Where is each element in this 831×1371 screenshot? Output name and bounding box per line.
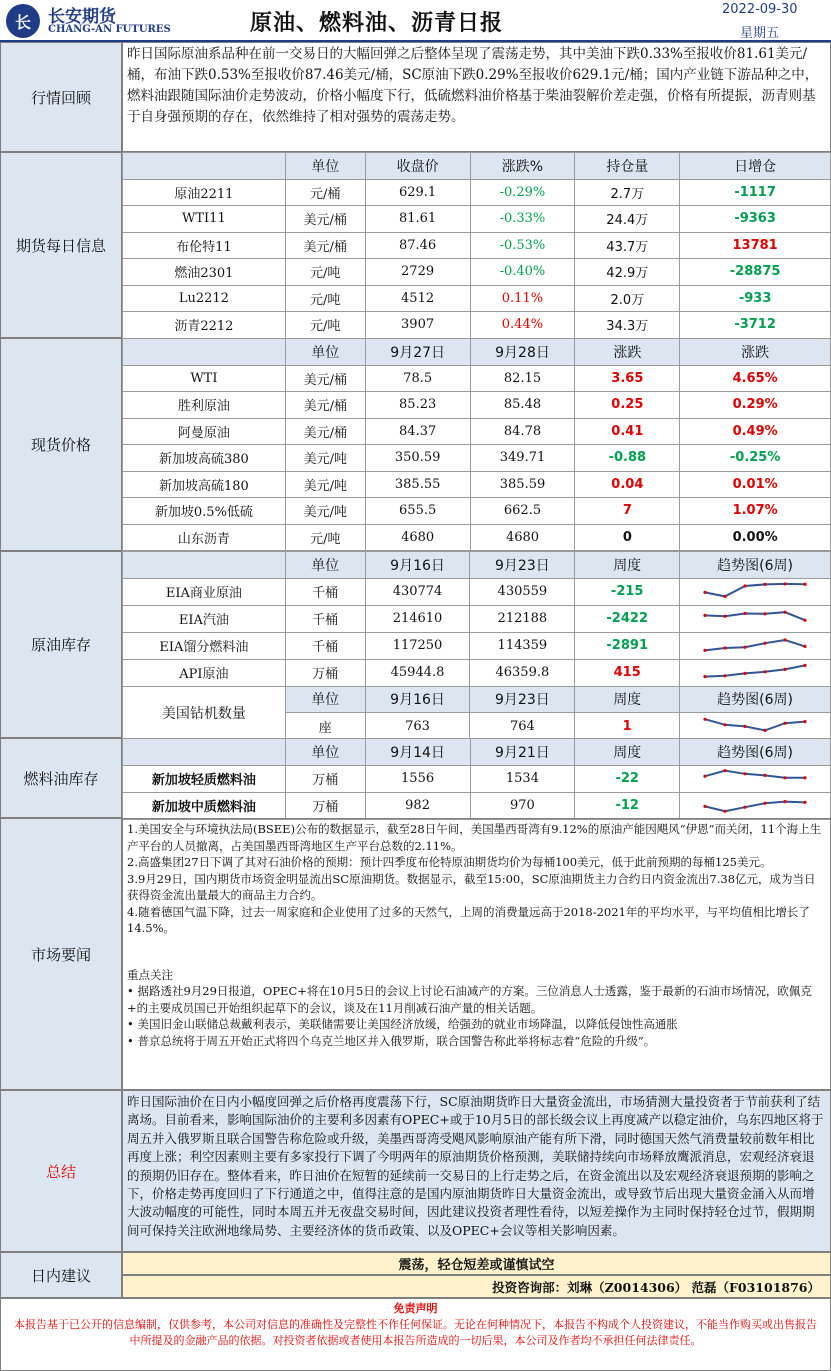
trend-line — [705, 612, 805, 620]
header-blank — [123, 739, 286, 766]
weekly-change: -2422 — [575, 605, 680, 632]
value-week1: 117250 — [365, 632, 470, 659]
trend-point — [783, 722, 786, 725]
column-header: 趋势图(6周) — [680, 686, 831, 713]
futures-table — [122, 152, 831, 339]
daily-oi-change: -1117 — [680, 179, 831, 206]
unit: 千桶 — [285, 632, 365, 659]
column-header: 周度 — [575, 552, 680, 579]
daily-oi-change: 13781 — [680, 232, 831, 259]
change-abs: 7 — [575, 498, 680, 525]
trend-point — [703, 648, 706, 651]
trend-point — [803, 800, 806, 803]
table-row — [123, 418, 831, 445]
trend-point — [743, 584, 746, 587]
close-price: 2729 — [365, 259, 470, 286]
column-header: 涨跌 — [680, 339, 831, 366]
instrument-name: WTI11 — [123, 206, 286, 233]
report-date: 2022-09-30 — [722, 2, 798, 17]
trend-point — [743, 805, 746, 808]
daily-oi-change: -3712 — [680, 312, 831, 339]
table-row — [123, 524, 831, 551]
table-row — [123, 659, 831, 686]
trend-cell — [680, 765, 831, 792]
change-abs: 3.65 — [575, 365, 680, 392]
trend-point — [703, 804, 706, 807]
table-row — [123, 578, 831, 605]
trend-cell — [680, 605, 831, 632]
trend-point — [723, 646, 726, 649]
trend-point — [763, 670, 766, 673]
news-item: 2.高盛集团27日下调了其对石油价格的预期：预计四季度布伦特原油期货均价为每桶100美元，低于此前预期的每桶125美元。 — [127, 855, 772, 869]
instrument-name: 布伦特11 — [123, 232, 286, 259]
weekly-change: 415 — [575, 659, 680, 686]
table-header-row — [123, 339, 831, 366]
news-item: 3.9月29日，国内期货市场资金明显流出SC原油期货。数据显示，截至15:00，SC原油期货主力合约日内资金流出7.38亿元，成为当日获得资金流出量最大的商品主力合约。 — [127, 871, 816, 902]
column-header: 单位 — [285, 739, 365, 766]
change-pct: 4.65% — [680, 365, 831, 392]
price-day1: 78.5 — [365, 365, 470, 392]
trend-cell — [680, 792, 831, 819]
close-price: 629.1 — [365, 179, 470, 206]
disclaimer — [0, 1298, 831, 1371]
trend-point — [763, 773, 766, 776]
spot-name: 新加坡高硫380 — [123, 445, 286, 472]
trend-point — [703, 590, 706, 593]
trend-point — [743, 772, 746, 775]
advice-text: 震荡，轻仓短差或谨慎试空 — [122, 1252, 831, 1275]
trend-point — [723, 769, 726, 772]
focus-item: • 美国旧金山联储总裁戴利表示，美联储需要让美国经济放缓，给强劲的就业市场降温，以降低侵蚀性高通胀 — [127, 1017, 678, 1031]
trend-cell — [680, 632, 831, 659]
trend-sparkline — [702, 713, 808, 735]
unit: 美元/吨 — [285, 471, 365, 498]
column-header: 9月16日 — [365, 686, 470, 713]
company-logo-icon: 长 — [6, 4, 40, 38]
trend-line — [705, 719, 805, 730]
spot-name: WTI — [123, 365, 286, 392]
price-day2: 84.78 — [470, 418, 575, 445]
disclaimer-title: 免责声明 — [393, 1302, 438, 1315]
unit: 座 — [285, 713, 365, 740]
table-row — [123, 365, 831, 392]
change-abs: 0 — [575, 524, 680, 551]
trend-line — [705, 583, 805, 595]
trend-point — [803, 663, 806, 666]
trend-point — [803, 582, 806, 585]
value-week2: 970 — [470, 792, 575, 819]
change-abs: 0.41 — [575, 418, 680, 445]
trend-point — [783, 610, 786, 613]
column-header: 9月28日 — [470, 339, 575, 366]
trend-point — [723, 723, 726, 726]
daily-oi-change: -933 — [680, 285, 831, 312]
change-abs: 0.25 — [575, 392, 680, 419]
open-interest: 24.4万 — [575, 206, 680, 233]
value-week1: 214610 — [365, 605, 470, 632]
unit: 千桶 — [285, 605, 365, 632]
section-label-news: 市场要闻 — [0, 818, 122, 1090]
open-interest: 2.7万 — [575, 179, 680, 206]
column-header: 持仓量 — [575, 153, 680, 180]
column-header: 收盘价 — [365, 153, 470, 180]
company-name: 长安期货 — [48, 7, 116, 27]
trend-cell — [680, 713, 831, 740]
report-weekday: 星期五 — [740, 26, 780, 41]
spot-table — [122, 338, 831, 551]
price-day2: 4680 — [470, 524, 575, 551]
trend-point — [763, 729, 766, 732]
unit: 美元/桶 — [285, 232, 365, 259]
table-row — [123, 765, 831, 792]
spot-name: 新加坡0.5%低硫 — [123, 498, 286, 525]
table-header-row — [123, 739, 831, 766]
unit: 美元/桶 — [285, 392, 365, 419]
section-label-crude-inventory: 原油库存 — [0, 551, 122, 738]
table-row — [123, 259, 831, 286]
price-day1: 385.55 — [365, 471, 470, 498]
instrument-name: 燃油2301 — [123, 259, 286, 286]
header-blank — [123, 153, 286, 180]
trend-point — [723, 594, 726, 597]
trend-cell — [680, 659, 831, 686]
unit: 元/吨 — [285, 285, 365, 312]
table-row — [123, 392, 831, 419]
price-day2: 662.5 — [470, 498, 575, 525]
column-header: 9月14日 — [365, 739, 470, 766]
focus-item: • 普京总统将于周五开始正式将四个乌克兰地区并入俄罗斯，联合国警告称此举将标志着“危险的升级”。 — [127, 1033, 656, 1048]
unit: 元/吨 — [285, 259, 365, 286]
column-header: 9月23日 — [470, 552, 575, 579]
value-week1: 430774 — [365, 578, 470, 605]
change-pct: 0.00% — [680, 524, 831, 551]
weekly-change: -215 — [575, 578, 680, 605]
trend-point — [743, 725, 746, 728]
market-review-text: 昨日国际原油系品种在前一交易日的大幅回弹之后整体呈现了震荡走势，其中美油下跌0.33%至报收价81.61美元/桶，布油下跌0.53%至报收价87.46美元/桶，SC原油下跌0.29%至报收价629.1元/桶；国内产业链下游品种之中，燃料油跟随国际油价走势波动，价格小幅度下行，低硫燃料油价格基于柴油裂解价差走强，价格有所提振，沥青则基于自身强预期的存在，依然维持了相对强势的震荡走势。 — [122, 42, 831, 152]
unit: 万桶 — [285, 765, 365, 792]
trend-point — [803, 776, 806, 779]
change-pct: 0.44% — [470, 312, 575, 339]
trend-sparkline — [702, 606, 808, 628]
table-row — [123, 285, 831, 312]
table-header-row — [123, 552, 831, 579]
trend-point — [743, 671, 746, 674]
instrument-name: Lu2212 — [123, 285, 286, 312]
price-day1: 84.37 — [365, 418, 470, 445]
trend-point — [743, 611, 746, 614]
column-header: 趋势图(6周) — [680, 739, 831, 766]
trend-point — [763, 612, 766, 615]
value-week2: 212188 — [470, 605, 575, 632]
weekly-change: 1 — [575, 713, 680, 740]
price-day1: 85.23 — [365, 392, 470, 419]
trend-point — [763, 801, 766, 804]
fuel-inventory-table — [122, 738, 831, 820]
news-item: 4.随着德国气温下降，过去一周家庭和企业使用了过多的天然气，上周的消费量远高于2018-2021年的平均水平，与平均值相比增长了14.5%。 — [127, 904, 810, 935]
table-row — [123, 232, 831, 259]
column-header: 周度 — [575, 686, 680, 713]
report-header — [0, 0, 831, 42]
close-price: 87.46 — [365, 232, 470, 259]
trend-cell — [680, 578, 831, 605]
unit: 千桶 — [285, 578, 365, 605]
column-header: 9月21日 — [470, 739, 575, 766]
value-week2: 764 — [470, 713, 575, 740]
trend-point — [783, 667, 786, 670]
change-pct: 0.29% — [680, 392, 831, 419]
trend-sparkline — [702, 633, 808, 655]
section-label-advice: 日内建议 — [0, 1252, 122, 1298]
section-label-summary: 总结 — [0, 1090, 122, 1252]
inventory-name: EIA馏分燃料油 — [123, 632, 286, 659]
change-pct: 0.01% — [680, 471, 831, 498]
change-pct: -0.40% — [470, 259, 575, 286]
column-header: 日增仓 — [680, 153, 831, 180]
table-row — [123, 498, 831, 525]
trend-point — [783, 776, 786, 779]
column-header: 单位 — [285, 153, 365, 180]
unit: 元/吨 — [285, 524, 365, 551]
weekly-change: -22 — [575, 765, 680, 792]
instrument-name: 原油2211 — [123, 179, 286, 206]
change-pct: 0.49% — [680, 418, 831, 445]
unit: 元/吨 — [285, 312, 365, 339]
close-price: 3907 — [365, 312, 470, 339]
trend-line — [705, 801, 805, 811]
table-row — [123, 206, 831, 233]
trend-point — [703, 718, 706, 721]
trend-point — [803, 618, 806, 621]
trend-point — [763, 582, 766, 585]
column-header: 单位 — [285, 339, 365, 366]
trend-point — [803, 720, 806, 723]
inventory-name: EIA商业原油 — [123, 578, 286, 605]
spot-name: 山东沥青 — [123, 524, 286, 551]
value-week2: 430559 — [470, 578, 575, 605]
trend-point — [783, 800, 786, 803]
inventory-name: 新加坡轻质燃料油 — [123, 765, 286, 792]
weekly-change: -12 — [575, 792, 680, 819]
trend-line — [705, 770, 805, 777]
report-title: 原油、燃料油、沥青日报 — [250, 11, 504, 36]
trend-point — [723, 614, 726, 617]
price-day1: 4680 — [365, 524, 470, 551]
price-day2: 385.59 — [470, 471, 575, 498]
column-header: 9月16日 — [365, 552, 470, 579]
weekly-change: -2891 — [575, 632, 680, 659]
column-header: 涨跌 — [575, 339, 680, 366]
value-week1: 45944.8 — [365, 659, 470, 686]
rig-count-name: 美国钻机数量 — [123, 686, 286, 740]
trend-point — [803, 644, 806, 647]
value-week1: 763 — [365, 713, 470, 740]
table-row — [123, 179, 831, 206]
price-day2: 82.15 — [470, 365, 575, 392]
value-week2: 114359 — [470, 632, 575, 659]
open-interest: 42.9万 — [575, 259, 680, 286]
daily-oi-change: -28875 — [680, 259, 831, 286]
spot-name: 新加坡高硫180 — [123, 471, 286, 498]
spot-name: 胜利原油 — [123, 392, 286, 419]
unit: 美元/桶 — [285, 206, 365, 233]
inventory-name: EIA汽油 — [123, 605, 286, 632]
column-header: 涨跌% — [470, 153, 575, 180]
news-item: 1.美国安全与环境执法局(BSEE)公布的数据显示，截至28日午间，美国墨西哥湾有9.12%的原油产能因飓风“伊恩”而关闭，11个海上生产平台的人员撤离，占美国墨西哥湾地区生产平台总数的2.11%。 — [127, 822, 822, 853]
trend-point — [783, 638, 786, 641]
price-day1: 655.5 — [365, 498, 470, 525]
table-row — [123, 445, 831, 472]
column-header: 9月27日 — [365, 339, 470, 366]
unit: 美元/吨 — [285, 445, 365, 472]
inventory-name: API原油 — [123, 659, 286, 686]
change-pct: -0.53% — [470, 232, 575, 259]
section-label-fuel-inventory: 燃料油库存 — [0, 738, 122, 818]
open-interest: 34.3万 — [575, 312, 680, 339]
change-pct: 0.11% — [470, 285, 575, 312]
change-pct: -0.33% — [470, 206, 575, 233]
value-week1: 982 — [365, 792, 470, 819]
trend-line — [705, 665, 805, 676]
column-header: 9月23日 — [470, 686, 575, 713]
table-row — [123, 312, 831, 339]
change-abs: -0.88 — [575, 445, 680, 472]
trend-sparkline — [702, 793, 808, 815]
close-price: 81.61 — [365, 206, 470, 233]
trend-point — [703, 675, 706, 678]
section-label-futures: 期货每日信息 — [0, 152, 122, 338]
trend-line — [705, 640, 805, 650]
header-blank — [123, 339, 286, 366]
unit: 美元/桶 — [285, 418, 365, 445]
instrument-name: 沥青2212 — [123, 312, 286, 339]
unit: 万桶 — [285, 659, 365, 686]
focus-item: • 据路透社9月29日报道，OPEC+将在10月5日的会议上讨论石油减产的方案。三位消息人士透露，鉴于最新的石油市场情况，欧佩克+的主要成员国已开始组织起草下的会议，谈及在11月削减石油产量的相关话题。 — [127, 984, 812, 1015]
company-name-en: CHANG-AN FUTURES — [48, 24, 171, 35]
table-row — [123, 605, 831, 632]
trend-point — [703, 613, 706, 616]
price-day2: 349.71 — [470, 445, 575, 472]
section-label-market-review: 行情回顾 — [0, 42, 122, 152]
table-row — [123, 792, 831, 819]
column-header: 单位 — [285, 552, 365, 579]
unit: 美元/桶 — [285, 365, 365, 392]
change-abs: 0.04 — [575, 471, 680, 498]
column-header: 单位 — [285, 686, 365, 713]
price-day1: 350.59 — [365, 445, 470, 472]
open-interest: 2.0万 — [575, 285, 680, 312]
change-pct: -0.29% — [470, 179, 575, 206]
spacer — [127, 937, 826, 967]
trend-point — [783, 582, 786, 585]
unit: 元/桶 — [285, 179, 365, 206]
change-pct: 1.07% — [680, 498, 831, 525]
close-price: 4512 — [365, 285, 470, 312]
summary-text: 昨日国际油价在日内小幅度回弹之后价格再度震荡下行，SC原油期货昨日大量资金流出，市场猜测大量投资者于节前获利了结离场。目前看来，影响国际油价的主要利多因素有OPEC+或于10月5日的部长级会议上再度减产以稳定油价，乌东四地区将于周五并入俄罗斯且联合国警告称危险或升级，美墨西哥湾受飓风影响原油产能有所下滑，同时德国天然气消费量较前数年相比再度上涨；利空因素则主要有多家投行下调了今明两年的原油期货价格预测，美联储持续向市场释放鹰派消息，宏观经济衰退的预期仍旧存在。整体看来，昨日油价在短暂的延续前一交易日的上行走势之后，在资金流出以及宏观经济衰退预期的影响之下，价格走势再度回归了下行通道之中，值得注意的是国内原油期货昨日大量资金流出，或导致节后出现大量资金涌入从而增大波动幅度的可能性，同时本周五并无夜盘交易时间，因此建议投资者理性看待，以短差操作为主同时保持轻仓过节，假期期间可保持关注欧洲地缘局势、主要经济体的货币政策、以及OPEC+会议等相关影响因素。 — [122, 1090, 831, 1252]
news-panel — [122, 818, 831, 1090]
unit: 美元/吨 — [285, 498, 365, 525]
unit: 万桶 — [285, 792, 365, 819]
column-header: 趋势图(6周) — [680, 552, 831, 579]
trend-point — [763, 641, 766, 644]
value-week1: 1556 — [365, 765, 470, 792]
disclaimer-text: 本报告基于已公开的信息编制，仅供参考，本公司对信息的准确性及完整性不作任何保证。无论在何种情况下，本报告不构成个人投资建议，不能当作购买或出售报告中所提及的金融产品的依据。对投资者依据或者使用本报告所造成的一切后果，本公司及作者均不承担任何法律责任。 — [14, 1318, 817, 1347]
trend-sparkline — [702, 579, 808, 601]
table-row — [123, 471, 831, 498]
trend-sparkline — [702, 660, 808, 682]
table-header-row — [123, 153, 831, 180]
column-header: 周度 — [575, 739, 680, 766]
trend-point — [723, 809, 726, 812]
table-header-row — [123, 686, 831, 713]
trend-point — [743, 645, 746, 648]
focus-title: 重点关注 — [127, 967, 173, 982]
spot-name: 阿曼原油 — [123, 418, 286, 445]
trend-point — [723, 674, 726, 677]
crude-inventory-table — [122, 551, 831, 740]
price-day2: 85.48 — [470, 392, 575, 419]
change-pct: -0.25% — [680, 445, 831, 472]
section-label-spot: 现货价格 — [0, 338, 122, 551]
table-row — [123, 632, 831, 659]
open-interest: 43.7万 — [575, 232, 680, 259]
inventory-name: 新加坡中质燃料油 — [123, 792, 286, 819]
advisor-info: 投资咨询部：刘琳（Z0014306） 范磊（F03101876） — [122, 1275, 831, 1298]
value-week2: 1534 — [470, 765, 575, 792]
value-week2: 46359.8 — [470, 659, 575, 686]
trend-sparkline — [702, 766, 808, 788]
daily-oi-change: -9363 — [680, 206, 831, 233]
trend-point — [703, 774, 706, 777]
header-blank — [123, 552, 286, 579]
